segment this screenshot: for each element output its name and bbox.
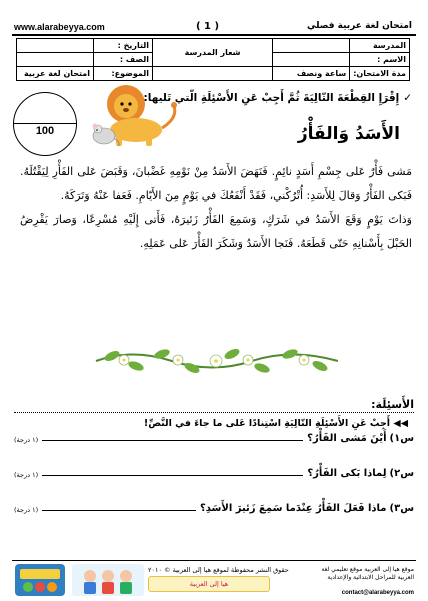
date-label: التاريخ : <box>94 39 153 53</box>
site-banner: هيا إلى العربية <box>148 576 270 592</box>
duration-value: ساعة ونصف <box>273 67 350 81</box>
score-total: 100 <box>35 125 55 137</box>
duration-label: مدة الامتحان: <box>350 67 410 81</box>
score-divider <box>14 123 76 124</box>
reading-instruction <box>144 92 412 104</box>
class-label: الصف : <box>94 53 153 67</box>
blank-cell <box>153 67 273 81</box>
passage-title: الأَسَدُ وَالفَأْرُ <box>297 124 400 144</box>
copyright-text: حقوق النشر محفوظة لموقع هيا إلى العربية © ٢٠١٠ <box>148 566 289 574</box>
question-mark: (١ درجة) <box>14 436 39 444</box>
site-logo-icon <box>14 563 66 597</box>
question-row <box>14 496 414 514</box>
question-row <box>14 461 414 479</box>
flower-vine-divider <box>92 344 342 378</box>
question-text: ماذا فَعَلَ الفَأْرُ عِنْدَما سَمِعَ زَئيرَ الأَسَدِ؟ <box>199 503 387 514</box>
answer-line[interactable] <box>42 463 303 476</box>
questions-divider <box>14 412 414 413</box>
site-description: موقع هيا إلى العربية موقع تعليمي لغة العربية للمراحل الابتدائية والإعدادية <box>321 566 414 581</box>
class-field <box>17 53 94 67</box>
question-row <box>14 426 414 444</box>
passage-paragraph: وَذاتَ يَوْمٍ وَقَعَ الأَسَدُ في شَرَكٍ، وَسَمِعَ الفَأْرُ زَئيرَهُ، فَأَتى إِلَيْهِ مُسْرِعًا، وَصارَ يَقْرِضُ الحَبْلَ بِأَسْنانِهِ حَتّى قَطَعَهُ. فَنَجا الأَسَدُ وَشَكَرَ الفَأْرَ عَلى عَمَلِهِ. <box>20 213 412 250</box>
subject-label: الموضوع: <box>94 67 153 81</box>
name-field <box>273 53 350 67</box>
subject-value: امتحان لغة عربية <box>17 67 94 81</box>
answer-line[interactable] <box>42 428 303 441</box>
question-mark: (١ درجة) <box>14 506 39 514</box>
school-field <box>273 39 350 53</box>
school-logo-cell: شعار المدرسة <box>153 39 273 67</box>
answer-line[interactable] <box>42 498 196 511</box>
score-badge <box>13 92 77 156</box>
double-arrow-icon: ◀◀ <box>390 418 408 429</box>
question-text: لِماذا بَكى الفَأْرُ؟ <box>307 468 387 479</box>
date-field <box>17 39 94 53</box>
contact-email[interactable]: contact@alarabeyya.com <box>341 590 414 596</box>
question-number: س٢) <box>389 468 414 479</box>
question-number: س١) <box>389 433 414 444</box>
children-illustration <box>72 564 144 596</box>
instruction-text: إِقْرَإِ القِطْعَةَ التّالِيَةَ ثُمَّ أَجِبْ عَنِ الأَسْئِلَةِ الّتي تَليها: <box>143 92 400 104</box>
exam-title: امتحان لغة عربية فصلي <box>307 21 412 31</box>
footer-divider <box>12 560 416 561</box>
school-label: المدرسة <box>350 39 410 53</box>
question-text: أَيْنَ مَشى الفَأْرُ؟ <box>307 433 387 444</box>
question-mark: (١ درجة) <box>14 471 39 479</box>
name-label: الاسم : <box>350 53 410 67</box>
header-divider <box>12 34 416 36</box>
question-number: س٣) <box>389 503 414 514</box>
questions-instruction-text: أَجِبْ عَنِ الأَسْئِلَةِ التّالِيَةِ اسْتِنادًا عَلى ما جاءَ في النَّصِّ! <box>143 418 391 429</box>
site-url: www.alarabeyya.com <box>14 22 105 32</box>
questions-heading: الأَسئِلَة: <box>371 398 414 411</box>
student-info-table <box>16 38 410 81</box>
page-number: ( 1 ) <box>196 21 220 32</box>
passage-paragraph: مَشى فَأْرٌ عَلى جِسْمِ أَسَدٍ نائِمٍ. فَنَهَضَ الأَسَدُ مِنْ نَوْمِهِ غَضْبانَ، وَقَبَضَ عَلى الفَأْرِ لِيَقْتُلَهُ. فَبَكى الفَأْرُ وَقالَ لِلأَسَدِ: أُتْرُكْني، فَقَدْ أَنْفَعُكَ في يَوْمٍ مِنَ الأَيّامِ. فَعَفا عَنْهُ وَتَرَكَهُ. <box>20 165 412 202</box>
passage <box>20 160 412 256</box>
checkmark-icon: ✓ <box>403 92 412 104</box>
